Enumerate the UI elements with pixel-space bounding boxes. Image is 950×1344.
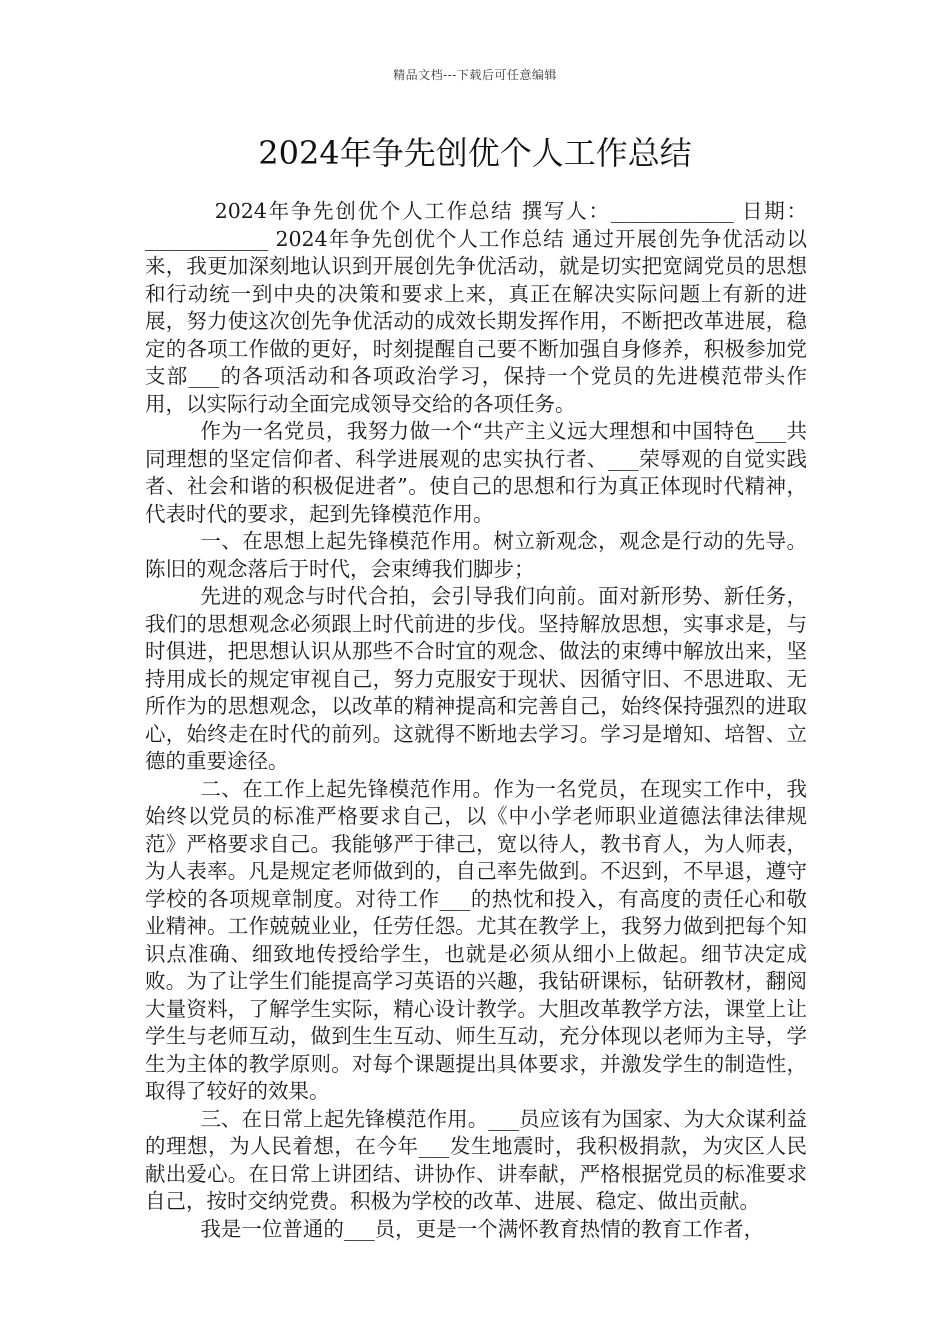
paragraph: 我是一位普通的___员，更是一个满怀教育热情的教育工作者， bbox=[200, 1216, 765, 1241]
paragraph: 三、在日常上起先锋模范作用。___员应该有为国家、为大众谋利益的理想，为人民着想，在今年___发生地震时，我积极捐款，为灾区人民献出爱心。在日常上讲团结、讲协作、讲奉献，严格根据党员的标准要求自己，按时交纳党费。积极为学校的改革、进展、稳定、做出贡献。 bbox=[145, 1106, 807, 1213]
document-body bbox=[145, 198, 807, 1243]
page-header: 精品文档---下载后可任意编辑 bbox=[393, 68, 557, 82]
paragraph: 作为一名党员，我努力做一个“共产主义远大理想和中国特色___共同理想的坚定信仰者、科学进展观的忠实执行者、___荣辱观的自觉实践者、社会和谐的积极促进者”。使自己的思想和行为真正体现时代精神，代表时代的要求，起到先锋模范作用。 bbox=[145, 419, 807, 526]
document-title: 2024年争先创优个人工作总结 bbox=[258, 134, 692, 172]
paragraph: 一、在思想上起先锋模范作用。树立新观念，观念是行动的先导。陈旧的观念落后于时代，会束缚我们脚步； bbox=[145, 529, 807, 581]
paragraph: 二、在工作上起先锋模范作用。作为一名党员，在现实工作中，我始终以党员的标准严格要求自己，以《中小学老师职业道德法律法律规范》严格要求自己。我能够严于律己，宽以待人，教书育人，为人师表，为人表率。凡是规定老师做到的，自己率先做到。不迟到，不早退，遵守学校的各项规章制度。对待工作___的热忱和投入，有高度的责任心和敬业精神。工作兢兢业业，任劳任怨。尤其在教学上，我努力做到把每个知识点准确、细致地传授给学生，也就是必须从细小上做起。细节决定成败。为了让学生们能提高学习英语的兴趣，我钻研课标，钻研教材，翻阅大量资料，了解学生实际，精心设计教学。大胆改革教学方法，课堂上让学生与老师互动，做到生生互动、师生互动，充分体现以老师为主导，学生为主体的教学原则。对每个课题提出具体要求，并激发学生的制造性，取得了较好的效果。 bbox=[145, 776, 807, 1103]
paragraph: 2024年争先创优个人工作总结 撰写人：____________ 日期：____________ 2024年争先创优个人工作总结 通过开展创先争优活动以来，我更加深刻地认识到开展创先争优活动，就是切实把宽阔党员的思想和行动统一到中央的决策和要求上来，真正在解决实际问题上有新的进展，努力使这次创先争优活动的成效长期发挥作用，不断把改革进展，稳定的各项工作做的更好，时刻提醒自己要不断加强自身修养，积极参加党支部___的各项活动和各项政治学习，保持一个党员的先进模范带头作用，以实际行动全面完成领导交给的各项任务。 bbox=[145, 199, 807, 416]
paragraph: 先进的观念与时代合拍，会引导我们向前。面对新形势、新任务，我们的思想观念必须跟上时代前进的步伐。坚持解放思想，实事求是，与时俱进，把思想认识从那些不合时宜的观念、做法的束缚中解放出来，坚持用成长的规定审视自己，努力克服安于现状、因循守旧、不思进取、无所作为的思想观念，以改革的精神提高和完善自己，始终保持强烈的进取心，始终走在时代的前列。这就得不断地去学习。学习是增知、培智、立德的重要途径。 bbox=[145, 584, 807, 773]
